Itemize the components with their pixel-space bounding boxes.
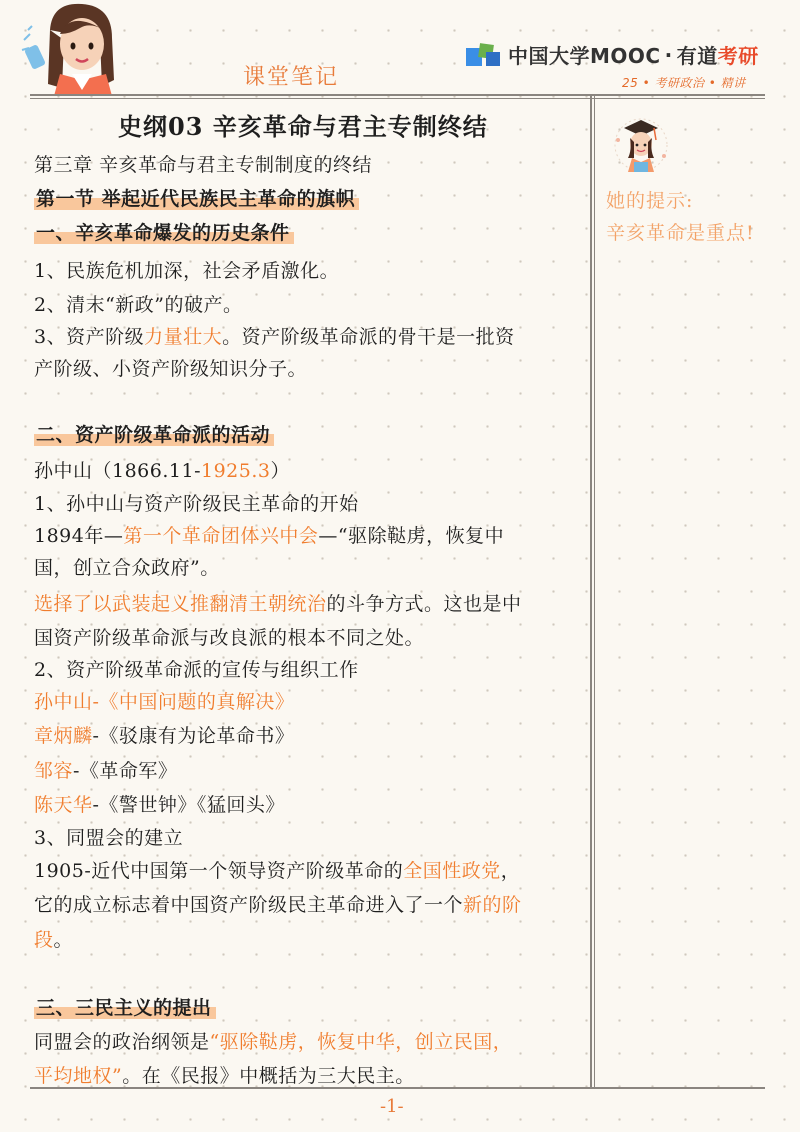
page-number: -1- [380, 1096, 404, 1117]
text-line [34, 756, 177, 783]
brand-logo [466, 40, 759, 69]
text-line: 1、孙中山与资产阶级民主革命的开始 [34, 493, 359, 515]
tip-label: 她的提示: [606, 190, 694, 212]
text-line [34, 856, 520, 883]
brand-name-mooc: 中国大学MOOC [508, 44, 661, 68]
text-line: 3、同盟会的建立 [34, 827, 184, 849]
text-line: 产阶级、小资产阶级知识分子。 [34, 358, 308, 380]
text-line [34, 925, 73, 952]
text-span: ） [270, 460, 290, 482]
highlight-text: 陈天华 [34, 794, 93, 816]
text-span: 的斗争方式。这也是中 [326, 593, 522, 615]
text-span: 它的成立标志着中国资产阶级民主革命进入了一个 [34, 894, 464, 916]
highlight-text: 段 [34, 929, 54, 951]
text-line: 国资产阶级革命派与改良派的根本不同之处。 [34, 627, 425, 649]
section-heading-text: 第一节 举起近代民族民主革命的旗帜 [34, 188, 359, 210]
subheading-3 [34, 993, 216, 1020]
highlight-text: 章炳麟 [34, 725, 93, 747]
text-line: 2、资产阶级革命派的宣传与组织工作 [34, 659, 359, 681]
highlight-text: 选择了 [34, 593, 93, 615]
text-line [34, 790, 285, 817]
chapter-heading: 第三章 辛亥革命与君主专制制度的终结 [34, 154, 373, 176]
highlight-text: 平均地权” [34, 1065, 123, 1087]
highlight-text: 以武装起义推翻清王朝统治 [92, 593, 327, 615]
text-span: -《警世钟》《猛回头》 [92, 794, 285, 816]
subheading-1 [34, 218, 294, 245]
text-span: 3、资产阶级 [34, 326, 145, 348]
highlight-text: 力量壮大 [144, 326, 223, 348]
text-line [34, 1061, 415, 1088]
highlight-text: 第一个革命团体兴中会 [123, 525, 319, 547]
text-span: —“驱除鞑虏，恢复中 [318, 525, 505, 547]
brand-subtitle: 25 • 考研政治 • 精讲 [622, 76, 746, 90]
text-line [34, 322, 515, 349]
text-span: 。资产阶级革命派的骨干是一批资 [222, 326, 515, 348]
notes-label: 课堂笔记 [243, 65, 340, 90]
text-span: 1894年— [34, 525, 124, 547]
text-span: -《革命军》 [73, 760, 178, 782]
subheading-2-text: 二、资产阶级革命派的活动 [34, 424, 274, 446]
teacher-avatar [20, 0, 135, 96]
text-span: -《驳康有为论革命书》 [92, 725, 295, 747]
text-line [34, 521, 504, 548]
text-span: 孙中山（1866.11- [34, 460, 201, 482]
text-line [34, 456, 290, 483]
top-rule-thin [30, 98, 765, 99]
text-line [34, 1027, 512, 1054]
subheading-2 [34, 420, 274, 447]
brand-name-youdao: 有道 [676, 44, 718, 68]
text-line: 1、民族危机加深，社会矛盾激化。 [34, 260, 340, 282]
brand-name-kaoyan: 考研 [717, 44, 759, 68]
mooc-logo-icon [466, 42, 504, 68]
text-span: ， [500, 860, 521, 882]
text-line [34, 589, 522, 616]
highlight-text: 邹容 [34, 760, 74, 782]
margin-rule [590, 96, 592, 1088]
text-line: 国，创立合众政府”。 [34, 557, 220, 579]
text-line [34, 721, 294, 748]
highlight-text: “驱除鞑虏，恢复中华，创立民国， [209, 1031, 513, 1053]
highlight-text: 新的阶 [463, 894, 522, 916]
margin-rule-thin [594, 96, 595, 1088]
text-span: 同盟会的政治纲领是 [34, 1031, 210, 1053]
highlight-text: 全国性政党 [403, 860, 501, 882]
text-span: 1905-近代中国第一个领导资产阶级革命的 [34, 860, 404, 882]
tip-avatar [606, 110, 676, 180]
text-span: 。 [53, 929, 74, 951]
top-rule [30, 94, 765, 96]
brand-dot: · [664, 42, 673, 67]
section-heading [34, 184, 359, 211]
text-line [34, 890, 522, 917]
highlight-text: 1925.3 [201, 460, 271, 482]
text-span: 。在《民报》中概括为三大民主。 [122, 1065, 415, 1087]
page-title: 史纲03 辛亥革命与君主专制终结 [118, 112, 488, 141]
tip-text: 辛亥革命是重点! [606, 222, 755, 244]
text-line: 2、清末“新政”的破产。 [34, 294, 243, 316]
subheading-3-text: 三、三民主义的提出 [34, 997, 216, 1019]
text-line: 孙中山-《中国问题的真解决》 [34, 691, 295, 713]
subheading-1-text: 一、辛亥革命爆发的历史条件 [34, 222, 294, 244]
